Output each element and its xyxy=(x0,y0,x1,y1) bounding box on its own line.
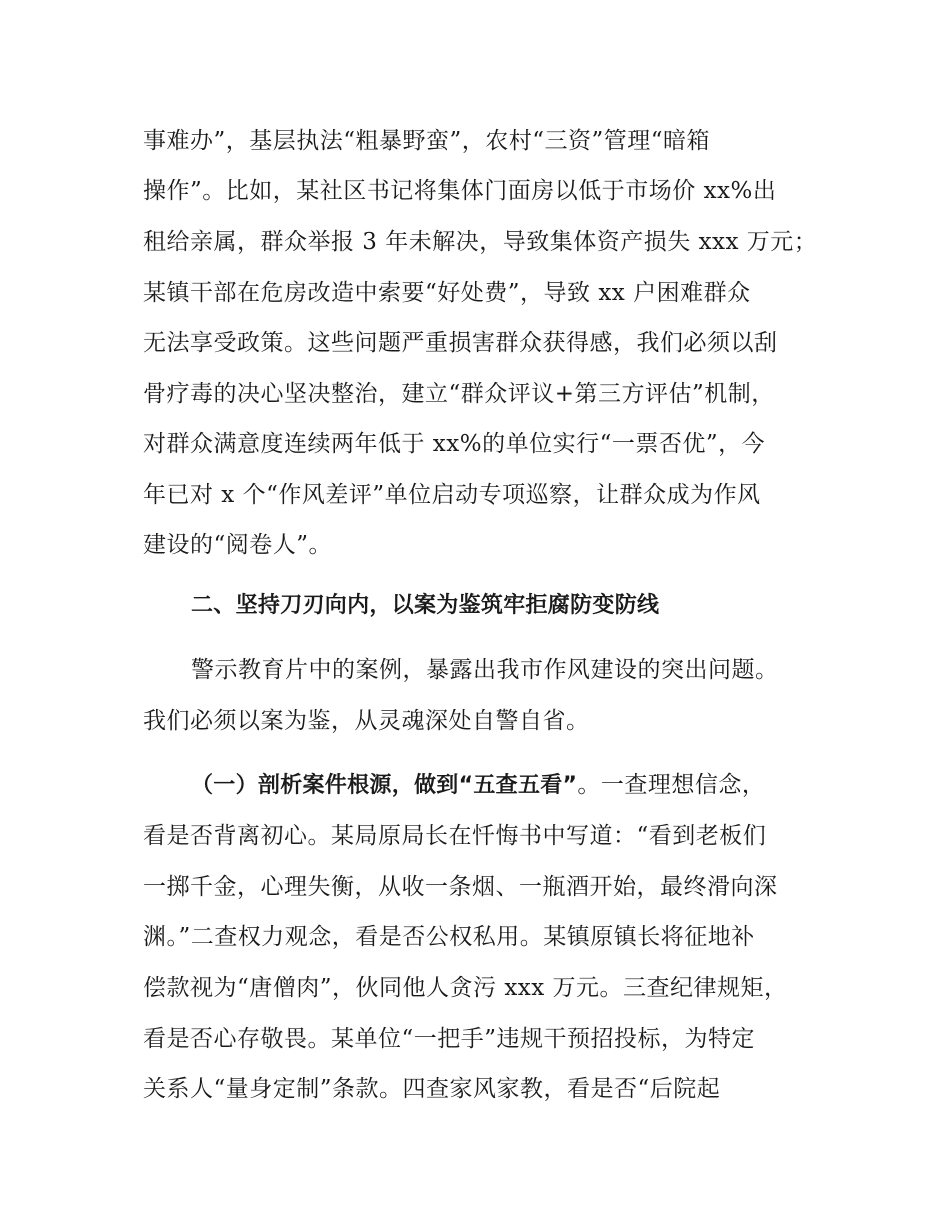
paragraph-line: 无法享受政策。这些问题严重损害群众获得感，我们必须以刮 xyxy=(143,330,778,356)
paragraph-line: 一掷千金，心理失衡，从收一条烟、一瓶酒开始，最终滑向深 xyxy=(143,874,778,900)
subsection-heading: （一）剖析案件根源，做到“五查五看” xyxy=(191,773,578,798)
paragraph-line: 看是否背离初心。某局原局长在忏悔书中写道：“看到老板们 xyxy=(143,823,767,849)
section-heading: 二、坚持刀刃向内，以案为鉴筑牢拒腐防变防线 xyxy=(191,593,660,618)
paragraph-line: 建设的“阅卷人”。 xyxy=(143,532,333,558)
paragraph-line: 租给亲属，群众举报 3 年未解决，导致集体资产损失 xxx 万元； xyxy=(143,229,818,255)
paragraph-line: 警示教育片中的案例，暴露出我市作风建设的突出问题。 xyxy=(191,657,779,683)
paragraph-line: 事难办”，基层执法“粗暴野蛮”，农村“三资”管理“暗箱 xyxy=(143,128,711,154)
paragraph-line: 我们必须以案为鉴，从灵魂深处自警自省。 xyxy=(143,708,590,734)
paragraph-line: 骨疗毒的决心坚决整治，建立“群众评议+第三方评估”机制， xyxy=(143,381,775,407)
paragraph-first-line xyxy=(191,769,815,801)
paragraph-line: 看是否心存敬畏。某单位“一把手”违规干预招投标，为特定 xyxy=(143,1026,756,1052)
paragraph-text: 。一查理想信念， xyxy=(577,772,766,798)
paragraph-line: 关系人“量身定制”条款。四查家风家教，看是否“后院起 xyxy=(143,1076,721,1102)
paragraph-line: 年已对 x 个“作风差评”单位启动专项巡察，让群众成为作风 xyxy=(143,482,761,508)
paragraph-line: 对群众满意度连续两年低于 xx%的单位实行“一票否优”，今 xyxy=(143,431,766,457)
paragraph-line: 偿款视为“唐僧肉”，伙同他人贪污 xxx 万元。三查纪律规矩， xyxy=(143,975,788,1001)
paragraph-line: 渊。”二查权力观念，看是否公权私用。某镇原镇长将征地补 xyxy=(143,924,755,950)
paragraph-line: 某镇干部在危房改造中索要“好处费”，导致 xx 户困难群众 xyxy=(143,280,751,306)
paragraph-line: 操作”。比如，某社区书记将集体门面房以低于市场价 xx%出 xyxy=(143,178,777,204)
